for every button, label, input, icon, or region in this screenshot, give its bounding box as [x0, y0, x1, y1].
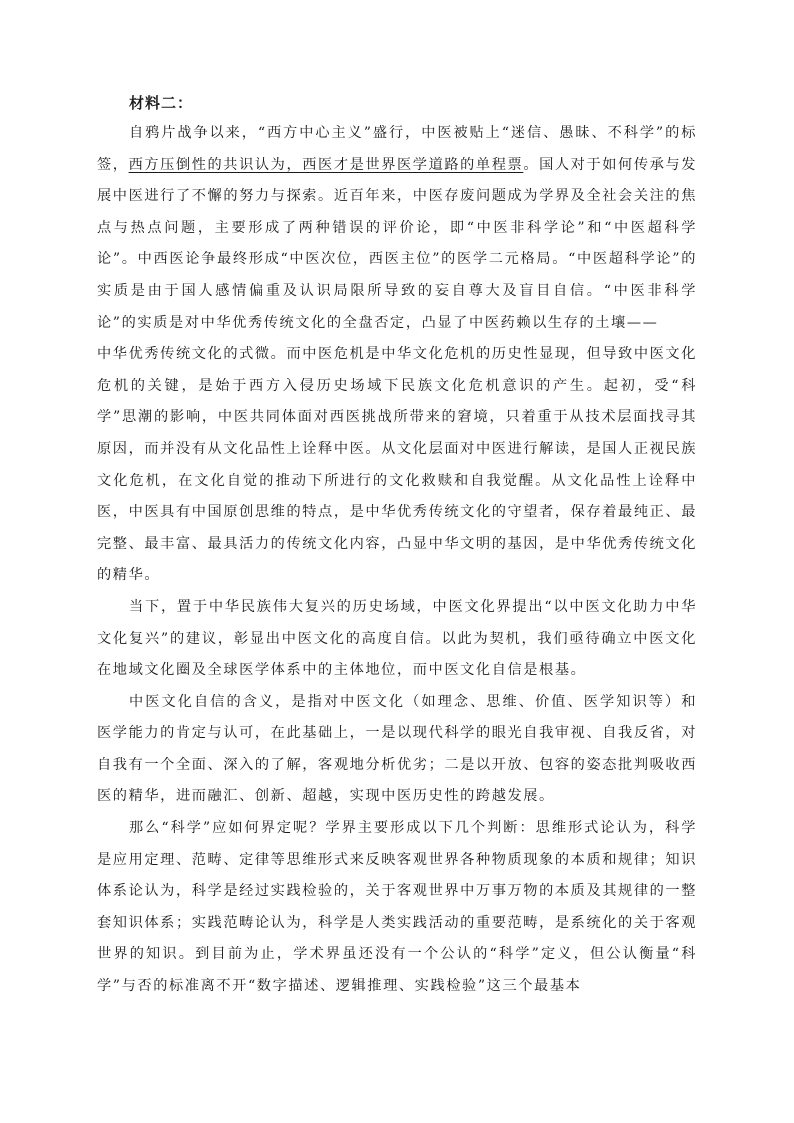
- paragraph-1: [97, 118, 697, 339]
- paragraph-4: 中医文化自信的含义，是指对中医文化（如理念、思维、价值、医学知识等）和医学能力的肯定与认可，在此基础上，一是以现代科学的眼光自我审视、自我反省，对自我有一个全面、深入的了解，客观地分析优劣；二是以开放、包容的姿态批判吸收西医的精华，进而融汇、创新、超越，实现中医历史性的跨越发展。: [97, 693, 697, 805]
- paragraph-2: 中华优秀传统文化的式微。而中医危机是中华文化危机的历史性显现，但导致中医文化危机的关键，是始于西方入侵历史场域下民族文化危机意识的产生。起初，受“科学”思潮的影响，中医共同体面对西医挑战所带来的窘境，只着重于从技术层面找寻其原因，而并没有从文化品性上诠释中医。从文化层面对中医进行解读，是国人正视民族文化危机，在文化自觉的推动下所进行的文化救赎和自我觉醒。从文化品性上诠释中医，中医具有中国原创思维的特点，是中华优秀传统文化的守望者，保存着最纯正、最完整、最丰富、最具活力的传统文化内容，凸显中华文明的基因，是中华优秀传统文化的精华。: [97, 346, 697, 584]
- paragraph-1-text-b: 。国人对于如何传承与发展中医进行了不懈的努力与探索。近百年来，中医存废问题成为学界及全社会关注的焦点与热点问题，主要形成了两种错误的评价论，即“中医非科学论”和“中医超科学论”。中西医论争最终形成“中医次位，西医主位”的医学二元格局。“中医超科学论”的实质是由于国人感情偏重及认识局限所导致的妄自尊大及盲目自信。“中医非科学论”的实质是对中华优秀传统文化的全盘否定，凸显了中医药赖以生存的土壤——: [97, 156, 697, 331]
- paragraph-3: 当下，置于中华民族伟大复兴的历史场域，中医文化界提出“以中医文化助力中华文化复兴”的建议，彰显出中医文化的高度自信。以此为契机，我们亟待确立中医文化在地域文化圈及全球医学体系中的主体地位，而中医文化自信是根基。: [97, 598, 697, 679]
- underlined-sentence: 西方压倒性的共识认为，西医才是世界医学道路的单程票: [128, 156, 524, 173]
- document-page: [97, 88, 697, 1003]
- paragraph-5: 那么“科学”应如何界定呢？学界主要形成以下几个判断：思维形式论认为，科学是应用定理、范畴、定律等思维形式来反映客观世界各种物质现象的本质和规律；知识体系论认为，科学是经过实践检验的，关于客观世界中万事万物的本质及其规律的一整套知识体系；实践范畴论认为，科学是人类实践活动的重要范畴，是系统化的关于客观世界的知识。到目前为止，学术界虽还没有一个公认的“科学”定义，但公认衡量“科学”与否的标准离不开“数字描述、逻辑推理、实践检验”这三个最基本: [97, 820, 697, 995]
- paragraph-1-text-a: 自鸦片战争以来，“西方中心主义”盛行，中医被贴上“迷信、愚昧、不科学”的标签，: [97, 125, 697, 173]
- section-heading: 材料二：: [129, 94, 194, 112]
